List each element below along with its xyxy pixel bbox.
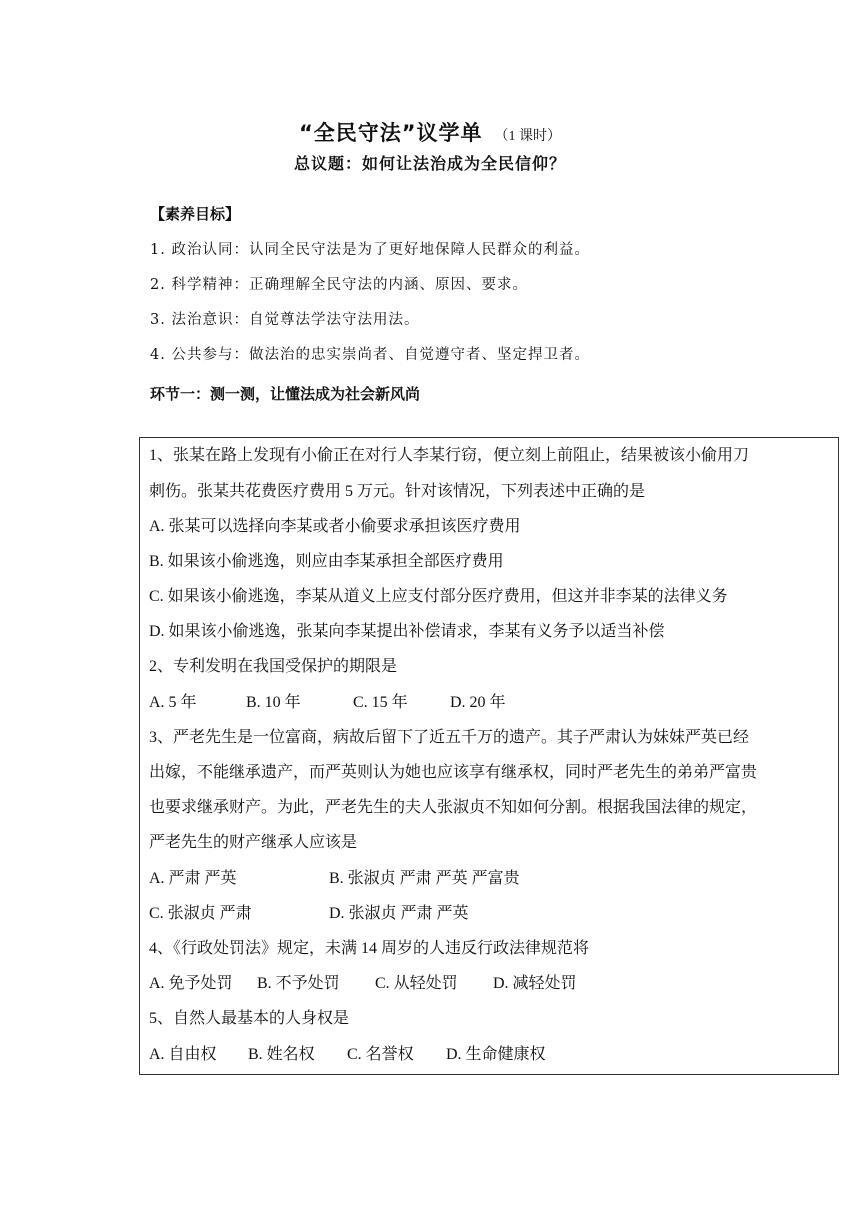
q1-option-b: B. 如果该小偷逃逸，则应由李某承担全部医疗费用 (149, 553, 504, 570)
q2-option-b: B. 10 年 (246, 694, 301, 711)
question-box (139, 437, 839, 1075)
q2-option-a: A. 5 年 (149, 694, 197, 711)
q3-option-c: C. 张淑贞 严肃 (149, 905, 252, 922)
page-subtitle: 总议题：如何让法治成为全民信仰？ (293, 154, 566, 173)
goal-item: 2. 科学精神：正确理解全民守法的内涵、原因、要求。 (150, 277, 528, 293)
q1-stem: 刺伤。张某共花费医疗费用 5 万元。针对该情况，下列表述中正确的是 (149, 483, 646, 500)
goals-heading: 【素养目标】 (150, 205, 241, 223)
q3-option-b: B. 张淑贞 严肃 严英 严富贵 (329, 870, 520, 887)
q1-option-d: D. 如果该小偷逃逸，张某向李某提出补偿请求，李某有义务予以适当补偿 (149, 623, 665, 640)
q5-option-c: C. 名誉权 (347, 1046, 414, 1063)
q4-option-b: B. 不予处罚 (257, 975, 340, 992)
q1-stem: 1、张某在路上发现有小偷正在对行人李某行窃，便立刻上前阻止，结果被该小偷用刀 (149, 447, 750, 464)
q3-options-row1 (149, 865, 520, 888)
q4-option-a: A. 免予处罚 (149, 975, 233, 992)
goal-item: 3. 法治意识：自觉尊法学法守法用法。 (150, 312, 420, 328)
q4-option-d: D. 减轻处罚 (493, 975, 577, 992)
q4-stem: 4、《行政处罚法》规定，未满 14 周岁的人违反行政法律规范将 (149, 940, 590, 957)
q3-stem: 严老先生的财产继承人应该是 (149, 834, 358, 851)
q2-option-c: C. 15 年 (353, 694, 408, 711)
title-note: （1 课时） (494, 129, 562, 144)
q1-option-a: A. 张某可以选择向李某或者小偷要求承担该医疗费用 (149, 518, 521, 535)
q4-options (149, 970, 577, 993)
q2-options (149, 689, 506, 712)
q3-option-a: A. 严肃 严英 (149, 870, 237, 887)
q4-option-c: C. 从轻处罚 (375, 975, 458, 992)
q5-stem: 5、自然人最基本的人身权是 (149, 1010, 350, 1027)
page-title: “全民守法”议学单 (298, 121, 483, 145)
section1-heading: 环节一：测一测，让懂法成为社会新风尚 (150, 385, 421, 403)
q2-stem: 2、专利发明在我国受保护的期限是 (149, 658, 398, 675)
goal-item: 1. 政治认同：认同全民守法是为了更好地保障人民群众的利益。 (150, 242, 590, 258)
q5-option-d: D. 生命健康权 (446, 1046, 546, 1063)
q5-options (149, 1041, 546, 1064)
q1-option-c: C. 如果该小偷逃逸，李某从道义上应支付部分医疗费用，但这并非李某的法律义务 (149, 588, 728, 605)
q3-stem: 3、严老先生是一位富商，病故后留下了近五千万的遗产。其子严肃认为妹妹严英已经 (149, 729, 750, 746)
q2-option-d: D. 20 年 (450, 694, 506, 711)
q3-stem: 出嫁，不能继承遗产，而严英则认为她也应该享有继承权，同时严老先生的弟弟严富贵 (149, 764, 758, 781)
q5-option-a: A. 自由权 (149, 1046, 217, 1063)
q3-stem: 也要求继承财产。为此，严老先生的夫人张淑贞不知如何分割。根据我国法律的规定， (149, 799, 758, 816)
q3-option-d: D. 张淑贞 严肃 严英 (329, 905, 469, 922)
q5-option-b: B. 姓名权 (248, 1046, 315, 1063)
title-block (0, 117, 860, 147)
q3-options-row2 (149, 900, 469, 923)
goal-item: 4. 公共参与：做法治的忠实崇尚者、自觉遵守者、坚定捍卫者。 (150, 347, 590, 363)
